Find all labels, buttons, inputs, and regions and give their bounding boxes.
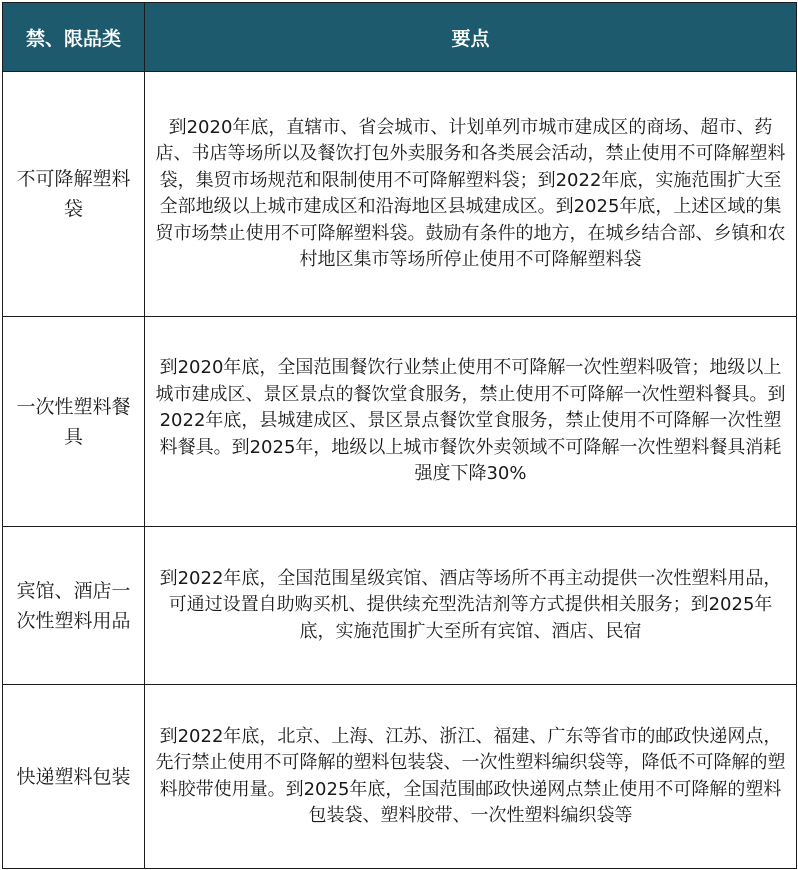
table-row (3, 317, 797, 527)
header-points: 要点 (145, 3, 797, 72)
policy-table-container (2, 2, 796, 867)
table-row (3, 527, 797, 685)
category-cell: 宾馆、酒店一次性塑料用品 (3, 527, 145, 685)
table-row (3, 72, 797, 317)
policy-table (2, 2, 797, 869)
header-category: 禁、限品类 (3, 3, 145, 72)
category-cell: 一次性塑料餐具 (3, 317, 145, 527)
points-cell: 到2020年底，全国范围餐饮行业禁止使用不可降解一次性塑料吸管；地级以上城市建成区、景区景点的餐饮堂食服务，禁止使用不可降解一次性塑料餐具。到2022年底，县城建成区、景区景点餐饮堂食服务，禁止使用不可降解一次性塑料餐具。到2025年，地级以上城市餐饮外卖领域不可降解一次性塑料餐具消耗强度下降30% (145, 317, 797, 527)
category-cell: 不可降解塑料袋 (3, 72, 145, 317)
points-cell: 到2022年底，全国范围星级宾馆、酒店等场所不再主动提供一次性塑料用品，可通过设置自助购买机、提供续充型洗洁剂等方式提供相关服务；到2025年底，实施范围扩大至所有宾馆、酒店、民宿 (145, 527, 797, 685)
points-cell: 到2020年底，直辖市、省会城市、计划单列市城市建成区的商场、超市、药店、书店等场所以及餐饮打包外卖服务和各类展会活动，禁止使用不可降解塑料袋，集贸市场规范和限制使用不可降解塑料袋；到2022年底，实施范围扩大至全部地级以上城市建成区和沿海地区县城建成区。到2025年底，上述区域的集贸市场禁止使用不可降解塑料袋。鼓励有条件的地方，在城乡结合部、乡镇和农村地区集市等场所停止使用不可降解塑料袋 (145, 72, 797, 317)
table-header-row (3, 3, 797, 72)
category-cell: 快递塑料包装 (3, 685, 145, 869)
points-cell: 到2022年底，北京、上海、江苏、浙江、福建、广东等省市的邮政快递网点，先行禁止使用不可降解的塑料包装袋、一次性塑料编织袋等，降低不可降解的塑料胶带使用量。到2025年底，全国范围邮政快递网点禁止使用不可降解的塑料包装袋、塑料胶带、一次性塑料编织袋等 (145, 685, 797, 869)
table-row (3, 685, 797, 869)
